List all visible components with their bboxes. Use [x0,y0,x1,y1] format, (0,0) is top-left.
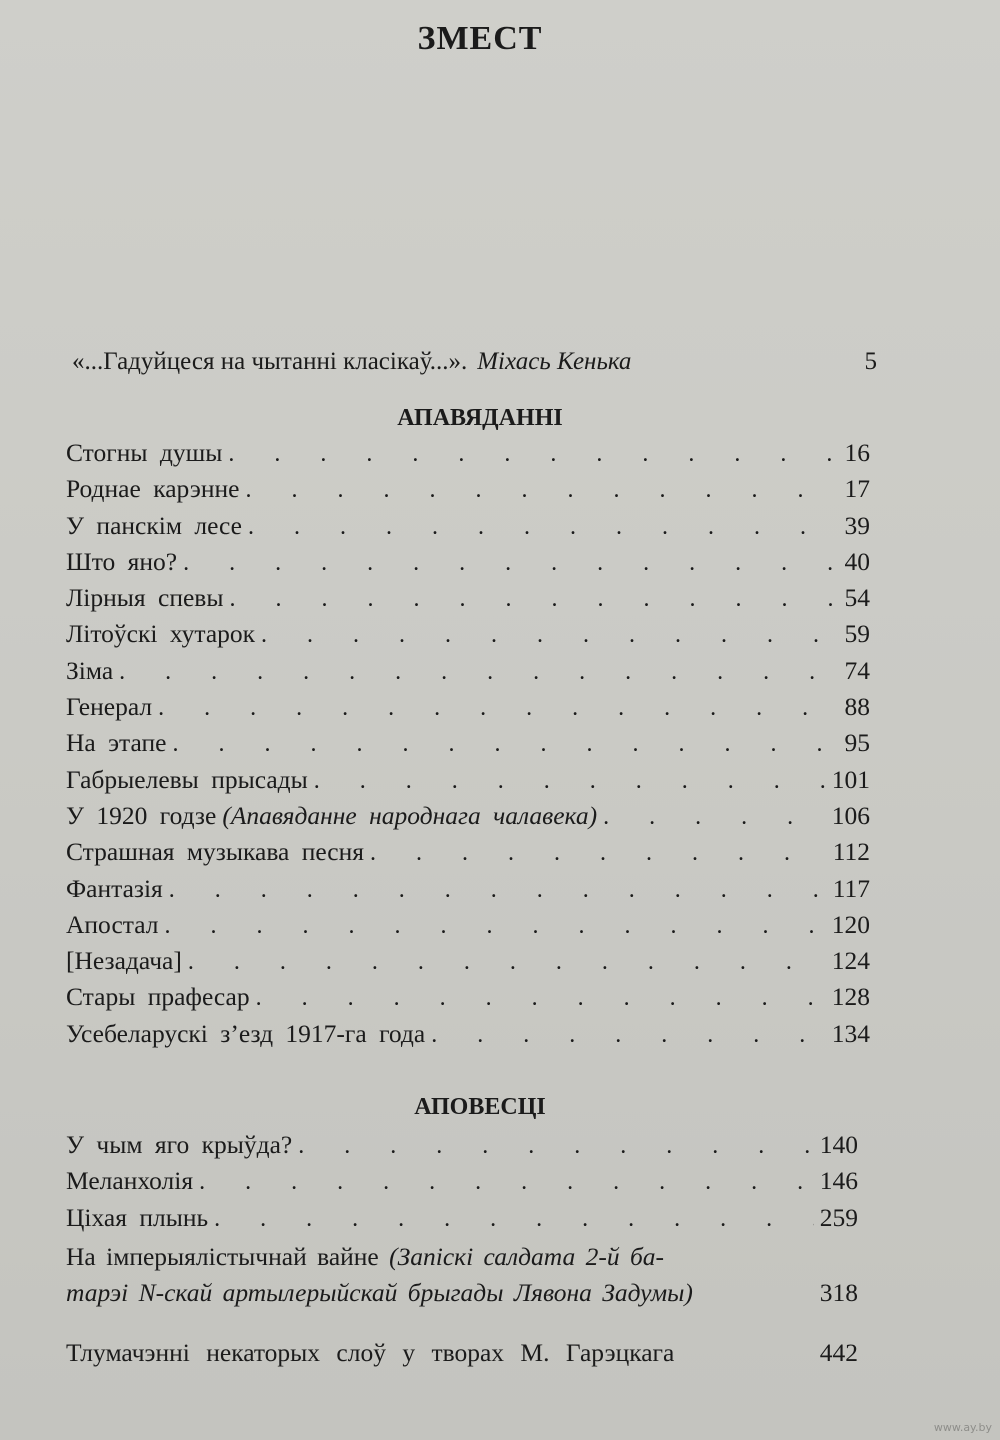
toc-item-title: Генерал [66,692,153,722]
toc-item-title: У 1920 годзе [66,800,217,830]
toc-row [66,765,870,801]
toc-item-title: Літоўскі хутарок [66,619,256,649]
toc-row-multiline [66,1239,858,1311]
intro-author: Міхась Кенька [477,348,632,375]
toc-item-title: Роднае карэнне [66,474,240,504]
intro-entry [72,348,877,376]
toc-row [66,910,870,946]
toc-item-line1 [66,1239,858,1275]
toc-row [66,1019,870,1055]
toc-item-line2 [66,1275,858,1311]
toc-item-page: 54 [844,583,870,613]
toc-novellas [66,1130,858,1311]
toc-item-title: Лірныя спевы [66,583,224,613]
leader-dots [314,768,826,795]
leader-dots [169,877,827,904]
toc-item-title: Зіма [66,655,114,685]
toc-item-page: 16 [844,438,870,467]
toc-row [66,692,870,728]
leader-dots [199,1169,814,1196]
toc-item-page: 259 [819,1202,858,1232]
toc-row [66,982,870,1018]
toc-row [66,801,870,837]
toc-item-title: Фантазія [66,873,163,903]
leader-dots [188,949,826,976]
leader-dots [228,441,834,468]
intro-page: 5 [864,348,877,375]
toc-item-page: 112 [832,837,870,867]
toc-row [66,474,870,510]
toc-item-page: 140 [819,1130,858,1159]
toc-item-page: 318 [819,1277,858,1307]
toc-item-title: Габрыелевы прысады [66,764,308,794]
toc-item-title: [Незадача] [66,946,182,976]
toc-item-page: 106 [831,800,870,830]
toc-item-title: Ціхая плынь [66,1202,209,1232]
section-title-novellas: АПОВЕСЦІ [414,1094,546,1120]
toc-row [66,547,870,583]
leader-dots [183,550,834,577]
glossary-title: Тлумачэнні некаторых слоў у творах М. Гарэцкага [66,1338,675,1367]
toc-item-page: 39 [844,510,870,540]
toc-item-title: Стары прафесар [66,982,250,1012]
toc-row [66,1166,858,1202]
leader-dots [603,804,826,831]
toc-item-title: У панскім лесе [66,510,242,540]
toc-item-page: 124 [831,946,870,976]
leader-dots [245,477,834,504]
toc-item-subtitle-line1: (Запіскі салдата 2-й ба- [389,1241,665,1271]
toc-row [66,728,870,764]
leader-dots [165,913,826,940]
toc-item-title: Меланхолія [66,1166,194,1196]
toc-item-page: 120 [831,909,870,939]
toc-item-page: 40 [844,546,870,576]
toc-item-title: Апостал [66,909,159,939]
toc-item-title: Усебеларускі з’езд 1917-га года [66,1018,426,1048]
toc-item-title: Што яно? [66,546,178,576]
glossary-entry [66,1338,858,1368]
toc-item-subtitle: (Апавяданне народнага чалавека) [222,800,598,830]
leader-dots [256,985,826,1012]
leader-dots [119,659,834,686]
toc-item-page: 59 [844,619,870,649]
leader-dots [158,695,834,722]
page-title: ЗМЕСТ [417,20,543,57]
toc-item-page: 117 [832,873,870,903]
toc-item-title: На імперыялістычнай вайне [66,1241,379,1271]
toc-row [66,583,870,619]
toc-item-page: 88 [844,692,870,722]
leader-dots [214,1206,814,1233]
toc-row [66,1130,858,1166]
leader-dots [248,514,834,541]
glossary-page: 442 [819,1338,858,1367]
toc-row [66,946,870,982]
toc-row [66,837,870,873]
toc-item-title: Стогны душы [66,438,223,467]
toc-row [66,619,870,655]
leader-dots [431,1022,826,1049]
toc-item-page: 134 [831,1018,870,1048]
toc-item-subtitle-line2: тарэі N-скай артылерыйскай брыгады Лявона Задумы) [66,1277,693,1307]
leader-dots [261,622,834,649]
toc-item-page: 146 [819,1166,858,1196]
toc-row [66,874,870,910]
toc-row [66,1203,858,1239]
intro-title: «...Гадуйцеся на чытанні класікаў...». [72,348,468,375]
toc-item-page: 17 [844,474,870,504]
section-title-stories: АПАВЯДАННІ [397,405,563,431]
leader-dots [370,840,827,867]
toc-row [66,438,870,474]
toc-item-page: 101 [831,764,870,794]
toc-row [66,656,870,692]
toc-item-title: Страшная музыкава песня [66,837,365,867]
toc-item-page: 95 [844,728,870,758]
toc-stories [66,438,870,1055]
toc-item-title: У чым яго крыўда? [66,1130,293,1159]
leader-dots [298,1133,814,1160]
toc-item-title: На этапе [66,728,167,758]
leader-dots [172,731,834,758]
toc-item-page: 74 [844,655,870,685]
toc-row [66,511,870,547]
watermark: www.ay.by [933,1421,992,1434]
leader-dots [229,586,834,613]
toc-item-page: 128 [831,982,870,1012]
